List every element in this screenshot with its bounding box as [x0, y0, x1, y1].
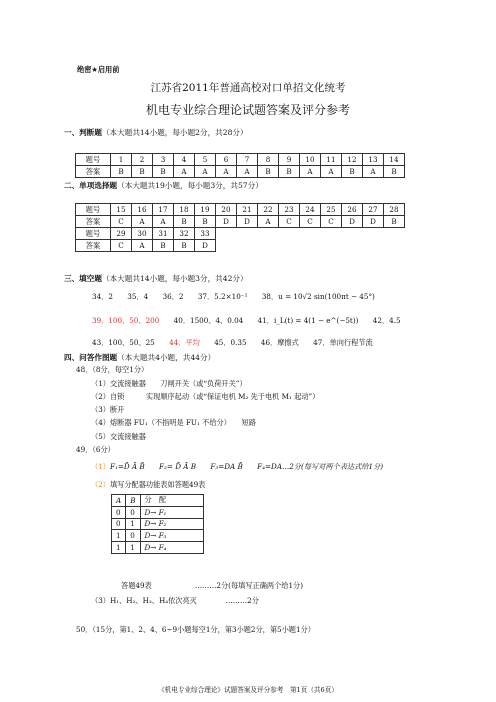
answers-45-47: 45．0.35 46．摩擦式 47．单向行程节流	[199, 338, 373, 347]
q48-item-2: （2）自锁 实现顺序起动（或“保证电机 M₂ 先于电机 M₁ 起动”）	[91, 392, 320, 401]
cell-mapping: D→ F₂	[140, 518, 203, 530]
document-title: 机电专业综合理论试题答案及评分参考	[145, 103, 350, 117]
answer-cell: A	[132, 240, 153, 252]
section-1-answer-table	[75, 153, 405, 178]
q49-part-1-prefix: （1）	[91, 462, 110, 471]
q48-item-3: （3）断开	[91, 405, 125, 414]
answer-cell: 32	[174, 228, 195, 240]
answer-cell: A	[363, 166, 384, 178]
row-label: 答案	[76, 166, 111, 178]
section-2-heading	[64, 180, 263, 191]
answer-cell: A	[153, 216, 174, 228]
answer-cell: D	[363, 216, 384, 228]
answer-cell: 7	[237, 154, 258, 166]
answer-cell: C	[111, 240, 132, 252]
answer-cell: A	[300, 166, 321, 178]
answer-row	[76, 240, 405, 252]
question-48-header: 48．（8分，每空1分）	[76, 365, 149, 374]
answer-cell: 21	[237, 204, 258, 216]
cell-b: 1	[126, 518, 140, 530]
table-row	[112, 518, 204, 530]
answer-cell: 10	[300, 154, 321, 166]
header-distribution: 分 配	[140, 495, 203, 507]
answer-cell: 27	[363, 204, 384, 216]
row-label: 题号	[76, 228, 111, 240]
answer-cell: 26	[342, 204, 363, 216]
fill-answers-line-1: 34．2 35．4 36．2 37．5.2×10⁻² 38．u = 10√2 sin(100πt − 45°)	[92, 292, 375, 301]
number-row	[76, 204, 405, 216]
section-4-label: 四、问答作图题	[64, 353, 118, 362]
number-row	[76, 154, 405, 166]
header-b: B	[126, 495, 140, 507]
answer-cell: D	[237, 216, 258, 228]
answer-cell: 23	[279, 204, 300, 216]
answer-cell: 28	[384, 204, 405, 216]
answer-cell: 20	[216, 204, 237, 216]
answer-cell: B	[132, 166, 153, 178]
cell-a: 1	[112, 530, 126, 542]
answer-cell: A	[321, 166, 342, 178]
answer-cell: B	[279, 166, 300, 178]
answer-cell: A	[174, 166, 195, 178]
q49-part-1-text: F₁=D̄ Ā B̄ F₂= D̄ Ā B F₃=DA B̄ F₄=DA…2分(每写对两个表达式给1分)	[109, 462, 384, 471]
answer-cell: B	[258, 166, 279, 178]
answer-cell: 30	[132, 228, 153, 240]
answer-cell: 8	[258, 154, 279, 166]
table-row	[112, 530, 204, 542]
q49-part-2-text: 填写分配器功能表如答题49表	[109, 480, 206, 489]
fill-answers-line-2	[92, 316, 401, 326]
answer-cell: 31	[153, 228, 174, 240]
section-3-heading	[64, 273, 248, 284]
section-4-note: （本大题共4小题，共44分）	[117, 353, 216, 362]
section-1-heading	[64, 127, 248, 138]
answer-cell: B	[174, 240, 195, 252]
row-label: 答案	[76, 216, 111, 228]
answer-44: 44．平均	[169, 338, 200, 347]
cell-b: 1	[126, 542, 140, 554]
cell-b: 0	[126, 506, 140, 518]
answer-cell: 16	[132, 204, 153, 216]
answer-43: 43．100、50、25	[92, 338, 170, 347]
table-row	[112, 542, 204, 554]
q49-part-3: （3）H₁、H₂、H₃、H₄依次亮灭 ………2分	[91, 596, 259, 605]
answer-cell: 17	[153, 204, 174, 216]
answer-cell: D	[342, 216, 363, 228]
cell-mapping: D→ F₁	[140, 506, 203, 518]
answer-cell: 1	[111, 154, 132, 166]
section-3-label: 三、填空题	[64, 274, 102, 283]
question-49-header: 49．（6分）	[76, 445, 115, 454]
distributor-function-table	[111, 494, 204, 554]
answer-cell: C	[321, 216, 342, 228]
fill-answers-line-3	[92, 338, 373, 348]
section-2-answer-table	[75, 203, 405, 252]
answer-39: 39．100、50、200	[92, 316, 160, 325]
exam-title: 江苏省2011年普通高校对口单招文化统考	[150, 82, 346, 94]
answer-cell: B	[342, 166, 363, 178]
answer-cell: C	[279, 216, 300, 228]
answer-cell: B	[153, 240, 174, 252]
q48-item-4: （4）熔断器 FU₁（不指明是 FU₁ 不给分） 短路	[91, 418, 257, 427]
answer-cell: D	[195, 240, 216, 252]
section-4-heading	[64, 352, 215, 363]
answer-cell: C	[111, 216, 132, 228]
answer-cell: A	[237, 166, 258, 178]
row-label: 题号	[76, 154, 111, 166]
answer-cell: 13	[363, 154, 384, 166]
answer-cell: B	[384, 166, 405, 178]
answer-cell: 9	[279, 154, 300, 166]
answer-cell: B	[153, 166, 174, 178]
answer-cell: 5	[195, 154, 216, 166]
answer-cell: 3	[153, 154, 174, 166]
answer-cell: 25	[321, 204, 342, 216]
section-2-label: 二、单项选择题	[64, 181, 118, 190]
answer-cell: 4	[174, 154, 195, 166]
answer-cell: A	[195, 166, 216, 178]
answer-cell: 29	[111, 228, 132, 240]
answer-cell: 14	[384, 154, 405, 166]
q48-item-5: （5）交流接触器	[91, 432, 146, 441]
cell-a: 0	[112, 506, 126, 518]
table-row	[112, 506, 204, 518]
cell-a: 0	[112, 518, 126, 530]
answer-row	[76, 216, 405, 228]
cell-b: 0	[126, 530, 140, 542]
row-label: 题号	[76, 204, 111, 216]
answer-cell: 33	[195, 228, 216, 240]
answer-cell: D	[216, 216, 237, 228]
answer-row	[76, 166, 405, 178]
number-row	[76, 228, 405, 240]
answer-cell: B	[111, 166, 132, 178]
row-label: 答案	[76, 240, 111, 252]
cell-a: 1	[112, 542, 126, 554]
answer-cell: 2	[132, 154, 153, 166]
answer-cell: A	[258, 216, 279, 228]
answer-cell: B	[195, 216, 216, 228]
table-caption: 答题49表 ………2分(每填写正确两个给1分)	[121, 581, 304, 590]
cell-mapping: D→ F₃	[140, 530, 203, 542]
q49-part-1	[91, 462, 383, 472]
q49-part-2-prefix: （2）	[91, 480, 110, 489]
answer-cell: 6	[216, 154, 237, 166]
cell-mapping: D→ F₄	[140, 542, 203, 554]
section-3-note: （本大题共14小题，每小题3分，共42分）	[101, 274, 248, 283]
answer-cell: 12	[342, 154, 363, 166]
answer-cell: 19	[195, 204, 216, 216]
answer-cell: C	[300, 216, 321, 228]
q49-part-2	[91, 480, 205, 490]
answer-cell: A	[132, 216, 153, 228]
answers-40-42: 40．1500、4、0.04 41．i_L(t) = 4(1 − e^(−5t)) 42．4.5	[159, 316, 401, 325]
answer-cell: B	[174, 216, 195, 228]
answer-cell: 18	[174, 204, 195, 216]
q48-item-1: （1）交流接触器 刀闸开关（或“负荷开关”）	[91, 379, 247, 388]
secret-label: 绝密★启用前	[77, 65, 120, 74]
table-header-row	[112, 495, 204, 507]
answer-cell: 22	[258, 204, 279, 216]
answer-cell: A	[216, 166, 237, 178]
answer-cell: 15	[111, 204, 132, 216]
answer-cell: B	[384, 216, 405, 228]
answer-cell: 24	[300, 204, 321, 216]
question-50-header: 50．（15分，第1、2、4、6~9小题每空1分，第3小题2分，第5小题1分）	[76, 625, 315, 634]
section-1-label: 一、判断题	[64, 128, 102, 137]
section-2-note: （本大题共19小题，每小题3分，共57分）	[117, 181, 263, 190]
answer-cell: 11	[321, 154, 342, 166]
header-a: A	[112, 495, 126, 507]
page-footer: 《机电专业综合理论》试题答案及评分参考 第1页（共6页）	[158, 686, 338, 694]
section-1-note: （本大题共14小题，每小题2分，共28分）	[101, 128, 248, 137]
